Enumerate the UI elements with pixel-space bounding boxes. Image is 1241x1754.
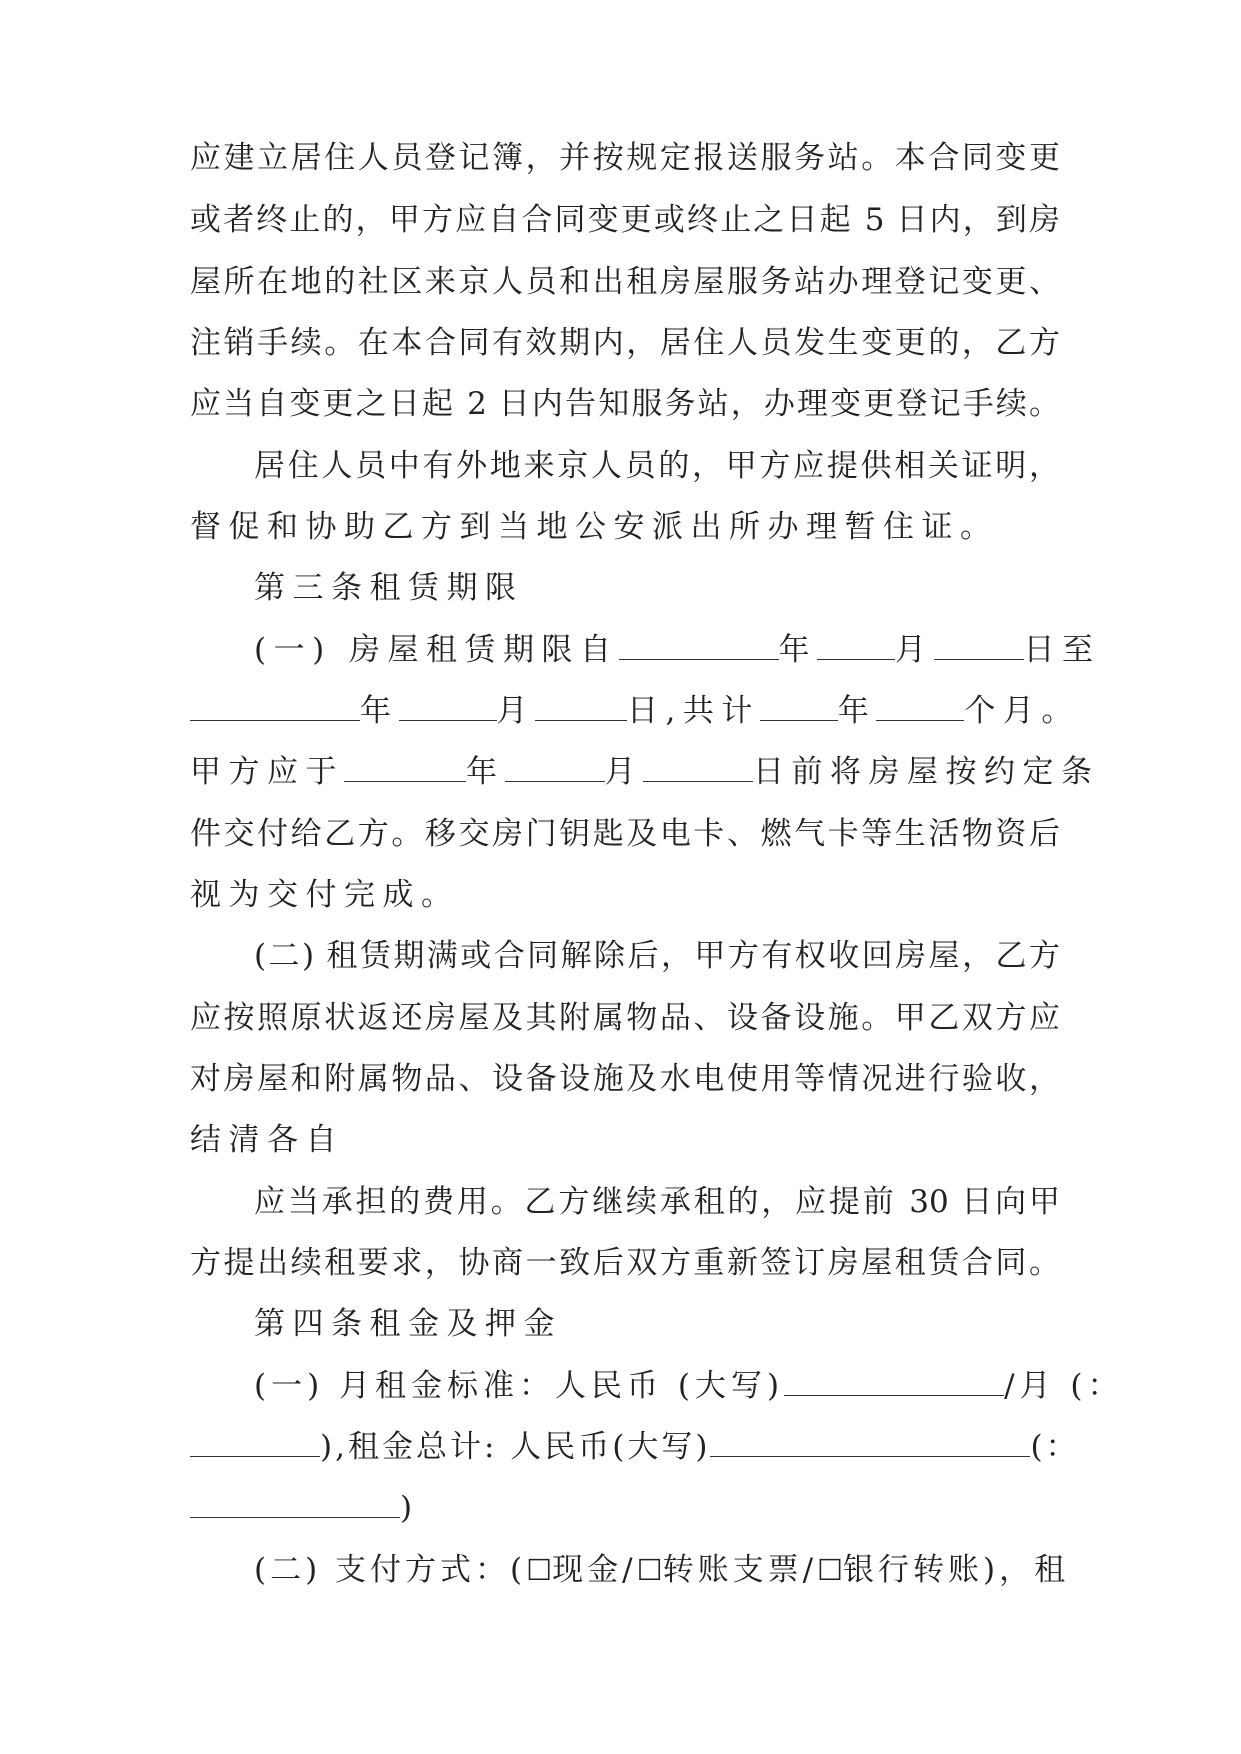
text-fragment: 月 — [895, 632, 934, 668]
blank-field — [399, 692, 497, 721]
paragraph-line: 应当自变更之日起 2 日内告知服务站，办理变更登记手续。 — [190, 386, 1060, 422]
checkbox-icon: ☐ — [817, 1553, 844, 1587]
text-fragment: 年 — [466, 754, 505, 790]
blank-field — [784, 1367, 1004, 1396]
paragraph-line: 应按照原状返还房屋及其附属物品、设备设施。甲乙双方应 — [190, 1000, 1060, 1036]
text-fragment: ) — [400, 1490, 420, 1526]
text-fragment: 银行转账)，租 — [843, 1552, 1070, 1588]
blank-field — [344, 753, 466, 782]
lease-term-line — [190, 691, 1080, 731]
text-fragment: (二) 支付方式：( — [254, 1552, 527, 1588]
text-fragment: 月 — [496, 693, 535, 729]
blank-field — [817, 631, 895, 660]
paragraph-line: 屋所在地的社区来京人员和出租房屋服务站办理登记变更、 — [190, 264, 1060, 300]
rent-line — [254, 1366, 1124, 1406]
text-fragment: 日至 — [1023, 632, 1101, 668]
paragraph-line: 督促和协助乙方到当地公安派出所办理暂住证。 — [190, 509, 999, 545]
blank-field — [535, 692, 627, 721]
payment-line — [254, 1550, 1070, 1590]
text-fragment: 年 — [837, 693, 877, 729]
blank-field — [505, 753, 605, 782]
text-fragment: 年 — [360, 693, 399, 729]
text-fragment: ),租金总计: 人民币(大写) — [320, 1429, 711, 1465]
section-heading: 第四条租金及押金 — [254, 1306, 562, 1342]
text-fragment: (一) 月租金标准：人民币 (大写) — [254, 1368, 785, 1404]
blank-field — [643, 753, 753, 782]
text-fragment: (一) 房屋租赁期限自 — [254, 632, 619, 668]
paragraph-line: 视为交付完成。 — [190, 877, 460, 913]
checkbox-icon: ☐ — [526, 1553, 553, 1587]
text-fragment: 个月。 — [964, 693, 1080, 729]
lease-term-line — [190, 752, 1100, 792]
blank-field — [190, 1428, 320, 1457]
paragraph-line: 或者终止的，甲方应自合同变更或终止之日起 5 日内，到房 — [190, 202, 1060, 238]
blank-field — [876, 692, 964, 721]
paragraph-line: 注销手续。在本合同有效期内，居住人员发生变更的，乙方 — [190, 325, 1060, 361]
section-heading: 第三条租赁期限 — [254, 570, 524, 606]
text-fragment: 甲方应于 — [190, 754, 344, 790]
blank-field — [190, 1489, 400, 1518]
rent-line — [190, 1427, 1080, 1467]
paragraph-line: 方提出续租要求，协商一致后双方重新签订房屋租赁合同。 — [190, 1245, 1060, 1281]
blank-field — [190, 692, 360, 721]
rent-line — [190, 1488, 1060, 1528]
paragraph-line: 居住人员中有外地来京人员的，甲方应提供相关证明， — [254, 448, 1060, 484]
paragraph-line: 应当承担的费用。乙方继续承租的，应提前 30 日向甲 — [254, 1184, 1060, 1220]
text-fragment: /月 (： — [1004, 1368, 1124, 1404]
blank-field — [760, 692, 838, 721]
paragraph-line: (二) 租赁期满或合同解除后，甲方有权收回房屋，乙方 — [254, 938, 1060, 974]
checkbox-icon: ☐ — [636, 1553, 663, 1587]
blank-field — [710, 1428, 1030, 1457]
text-fragment: 现金/ — [552, 1552, 637, 1588]
text-fragment: 年 — [778, 632, 818, 668]
paragraph-line: 应建立居住人员登记簿，并按规定报送服务站。本合同变更 — [190, 140, 1060, 176]
text-fragment: 日前将房屋按约定条 — [753, 754, 1100, 790]
paragraph-line: 对房屋和附属物品、设备设施及水电使用等情况进行验收， — [190, 1061, 1060, 1097]
paragraph-line: 结清各自 — [190, 1122, 344, 1158]
text-fragment: 月 — [604, 754, 643, 790]
lease-term-line — [254, 630, 1101, 670]
paragraph-line: 件交付给乙方。移交房门钥匙及电卡、燃气卡等生活物资后 — [190, 816, 1060, 852]
text-fragment: (： — [1030, 1429, 1080, 1465]
blank-field — [619, 631, 779, 660]
blank-field — [934, 631, 1024, 660]
text-fragment: 日,共计 — [627, 693, 760, 729]
text-fragment: 转账支票/ — [662, 1552, 818, 1588]
